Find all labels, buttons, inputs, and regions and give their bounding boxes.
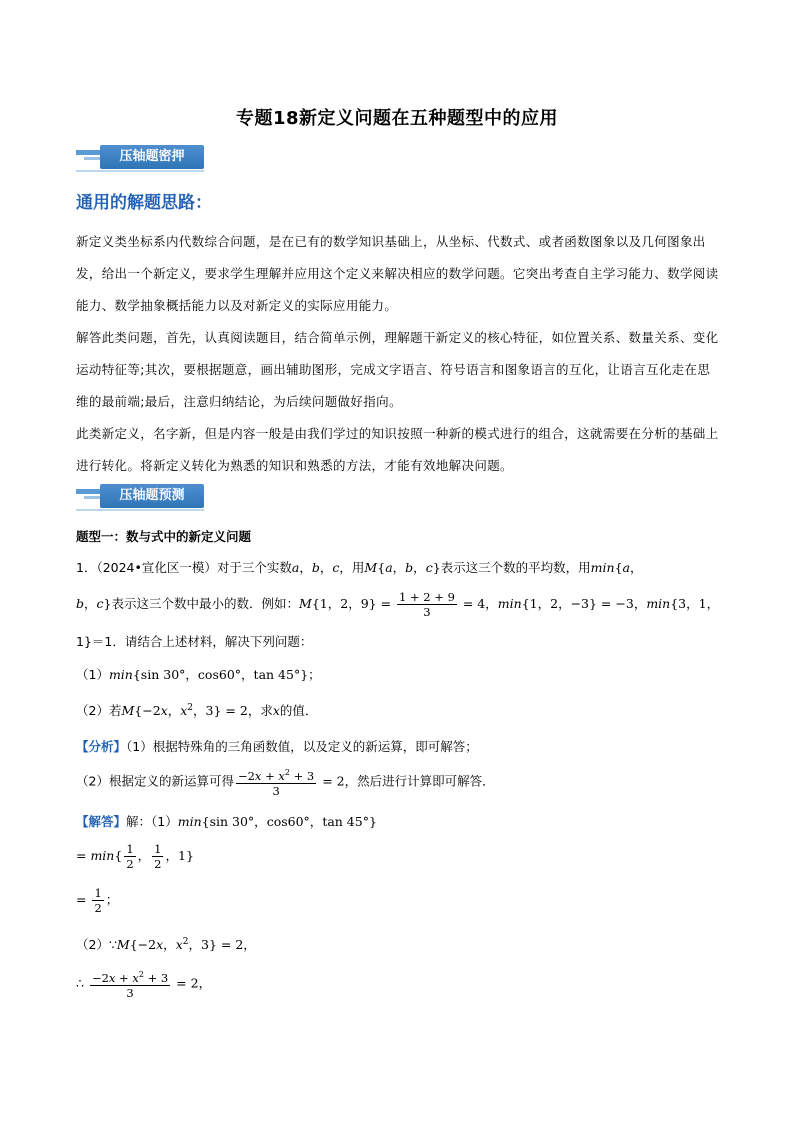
problem-text: 1．（2024•宣化区一模）对于三个实数 [76,560,292,575]
badge-label: 压轴题密押 [100,145,204,169]
intro-paragraph: 解答此类问题，首先，认真阅读题目，结合简单示例，理解题干新定义的核心特征，如位置关系、数量关系、变化运动特征等;其次，要根据题意，画出辅助图形，完成文字语言、符号语言和图象语言的互化，让语言互化走在思维的最前端;最后，注意归纳结论，为后续问题做好指向。 [76,330,719,409]
analysis-label: 【分析】 [76,739,127,754]
problem-line-3: 1}＝1．请结合上述材料，解决下列问题： [76,634,313,649]
fraction: $\frac{1}{2}$ [126,842,134,871]
intro-paragraph: 新定义类坐标系内代数综合问题，是在已有的数学知识基础上，从坐标、代数式、或者函数图象以及几何图象出发，给出一个新定义，要求学生理解并应用这个定义来解决相应的数学问题。它突出考查自主学习能力、数学阅读能力、数学抽象概括能力以及对新定义的实际应用能力。 [76,234,719,313]
section-heading: 通用的解题思路： [76,193,212,213]
section-badge-mizha [76,143,204,171]
problem-line-2: b，c}表示这三个数中最小的数．例如：M{1，2，9} = $\frac{1 + 2 + 9}{3}$ = 4，min{1，2，−3} = −3，min{3，1， [76,590,720,619]
problem-q1: （1）min{sin 30°，cos60°，tan 45°}； [76,667,321,682]
fraction: $\frac{1}{2}$ [154,842,162,871]
fraction: $\frac{-2x + x^2 + 3}{3}$ [237,768,315,798]
question-type: 题型一：数与式中的新定义问题 [76,529,252,544]
solution-line-4: （2）∵M{−2x，$x^2$，3} = 2， [76,936,256,952]
intro-paragraph: 此类新定义，名字新，但是内容一般是由我们学过的知识按照一种新的模式进行的组合，这就需要在分析的基础上进行转化。将新定义转化为熟悉的知识和熟悉的方法，才能有效地解决问题。 [76,426,719,473]
fraction: $\frac{1 + 2 + 9}{3}$ [399,590,455,619]
solution-line-3: = $\frac{1}{2}$ ； [76,886,119,915]
badge-decoration [76,489,102,494]
problem-q2: （2）若M{−2x，$x^2$，3} = 2，求x的值． [76,702,318,718]
analysis-line-1: 【分析】（1）根据特殊角的三角函数值，以及定义的新运算，即可解答； [76,739,478,754]
fraction: $\frac{-2x + x^2 + 3}{3}$ [91,970,169,1000]
solution-line-2: = min{ $\frac{1}{2}$ ， $\frac{1}{2}$ ，1} [76,842,194,871]
solution-label: 【解答】 [76,814,127,829]
badge-underline [76,170,204,172]
badge-underline [76,509,204,511]
fraction: $\frac{1}{2}$ [94,886,102,915]
badge-label: 压轴题预测 [100,484,204,508]
badge-decoration [76,150,102,155]
page-title: 专题18新定义问题在五种题型中的应用 [235,108,559,129]
solution-line-5: ∴ $\frac{-2x + x^2 + 3}{3}$ = 2， [76,970,212,1000]
solution-line-1: 【解答】解：（1）min{sin 30°，cos60°，tan 45°} [76,814,377,829]
problem-line-1: 1．（2024•宣化区一模）对于三个实数a，b，c，用M{a，b，c}表示这三个数的平均数，用min{a， [76,560,643,575]
section-badge-yuce [76,482,204,510]
analysis-line-2: （2）根据定义的新运算可得 $\frac{-2x + x^2 + 3}{3}$ = 2，然后进行计算即可解答． [76,768,495,798]
